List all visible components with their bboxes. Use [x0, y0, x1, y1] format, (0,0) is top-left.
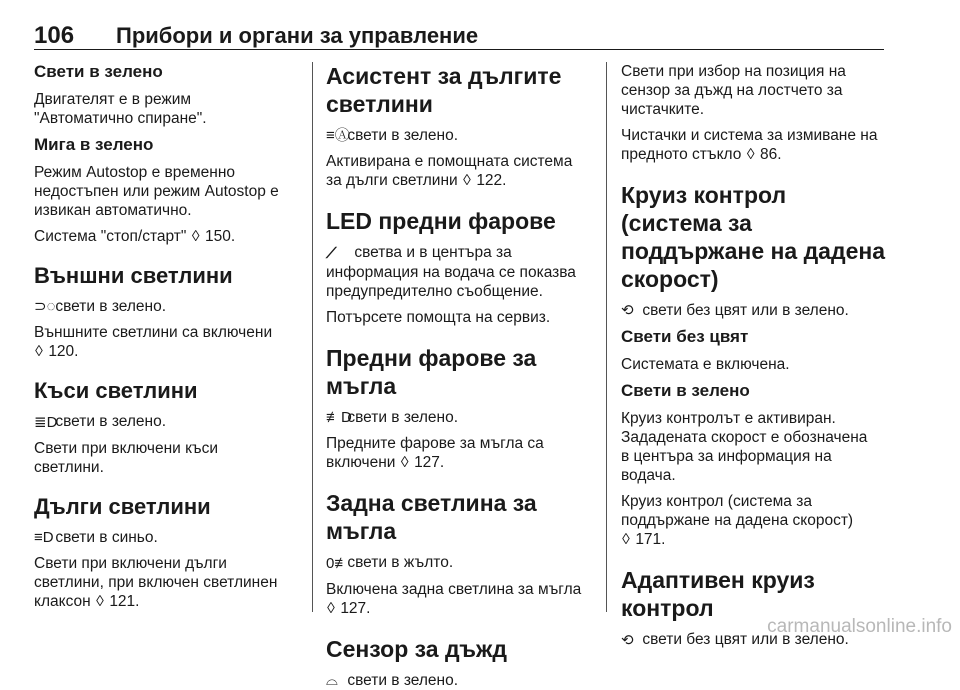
ext-lights-text: Външните светлини са включени ◊ 120. — [34, 324, 273, 361]
page-ref-icon: ◊ — [96, 593, 104, 611]
led-headlight-icon: ⟋ — [326, 244, 337, 262]
heading-blinking: Мига в зелено — [34, 135, 154, 154]
header-rule — [34, 49, 884, 50]
high-beam-status: ≡D свети в синьо. — [34, 528, 158, 547]
low-beam-icon: ≣D — [34, 413, 58, 431]
heading-front-fog: Предни фарове за мъгла — [326, 344, 537, 399]
watermark: carmanualsonline.info — [767, 616, 952, 637]
running-title: Прибори и органи за управление — [116, 23, 479, 48]
heading-high-beam-assist: Асистент за дългите светлини — [326, 63, 562, 117]
page-ref-icon: ◊ — [35, 343, 43, 361]
column-divider — [312, 62, 313, 612]
text-stop-start-ref: Система "стоп/старт" ◊ 150. — [34, 228, 236, 245]
cruise-status: ⟲ свети без цвят или в зелено. — [621, 302, 849, 320]
page-number: 106 — [34, 22, 75, 49]
green-text: Круиз контролът е активиран. Зададената скорост е обозначена в центъра за информация на водача. — [621, 410, 868, 485]
high-beam-text: Свети при включени дълги светлини, при включен светлинен клаксон ◊ 121. — [34, 555, 278, 611]
heading-adaptive-cruise: Адаптивен круиз контрол — [621, 567, 815, 622]
low-beam-status: ≣D свети в зелено. — [34, 413, 167, 431]
page-ref-icon: ◊ — [746, 146, 755, 163]
text-autostop-unavailable: Режим Autostop е временно недостъпен или режим Autostop е извикан автоматично. — [34, 164, 279, 219]
cruise-ref: Круиз контрол (система за поддържане на дадена скорост) ◊ 171. — [621, 493, 854, 549]
rear-fog-icon: 0≢ — [326, 554, 350, 572]
heading-green: Свети в зелено — [34, 62, 163, 81]
page-ref-icon: ◊ — [191, 228, 200, 245]
page-header — [34, 22, 884, 50]
rain-sensor-icon: ⌓ — [326, 672, 338, 690]
heading-led-headlights: LED предни фарове — [326, 208, 556, 235]
heading-no-color: Свети без цвят — [621, 327, 749, 347]
page-ref-icon: ◊ — [327, 599, 335, 617]
front-fog-status: ≢D свети в зелено. — [326, 408, 459, 427]
assist-text: Активирана е помощната система за дълги светлини ◊ 122. — [326, 153, 573, 190]
text-autostop-status: Двигателят е в режим "Автоматично спиране". — [34, 91, 207, 127]
low-beam-text: Свети при включени къси светлини. — [34, 439, 219, 476]
page-ref-icon: ◊ — [400, 454, 409, 472]
led-text: ⟋ светва и в центъра за информация на водача се показва предупредително съобщение. — [326, 244, 576, 300]
rain-sensor-text: Свети при избор на позиция на сензор за дъжд на лостчето за чистачките. — [621, 63, 846, 118]
heading-rear-fog: Задна светлина за мъгла — [326, 490, 537, 545]
rear-fog-text: Включена задна светлина за мъгла ◊ 127. — [326, 580, 582, 617]
rain-sensor-status: ⌓ свети в зелено. — [326, 671, 459, 690]
exterior-lights-icon: ⊃◌ — [34, 298, 56, 316]
assist-status: ≡Ⓐ свети в зелено. — [326, 127, 459, 145]
adaptive-status: ⟲ свети без цвят или в зелено. — [621, 631, 849, 649]
no-color-text: Системата е включена. — [621, 356, 790, 374]
page-ref-icon: ◊ — [622, 531, 630, 549]
heading-cruise-control: Круиз контрол (система за поддържане на дадена скорост) — [621, 182, 886, 292]
column-1 — [34, 62, 300, 642]
wipers-ref: Чистачки и система за измиване на предното стъкло ◊ 86. — [621, 127, 878, 163]
led-service-text: Потърсете помощта на сервиз. — [326, 308, 551, 326]
heading-exterior-lights: Външни светлини — [34, 263, 233, 288]
heading-green: Свети в зелено — [621, 381, 750, 401]
column-2 — [326, 62, 592, 690]
ext-lights-status: ⊃◌ свети в зелено. — [34, 298, 167, 316]
high-beam-icon: ≡D — [34, 529, 54, 547]
rear-fog-status: 0≢ свети в жълто. — [326, 554, 454, 572]
heading-rain-sensor: Сензор за дъжд — [326, 635, 507, 662]
column-3 — [621, 62, 887, 649]
page-ref-icon: ◊ — [463, 172, 471, 190]
front-fog-text: Предните фарове за мъгла са включени ◊ 127. — [326, 435, 544, 472]
cruise-control-icon: ⟲ — [621, 302, 634, 320]
high-beam-assist-icon: ≡Ⓐ — [326, 127, 350, 145]
heading-high-beam: Дълги светлини — [34, 493, 211, 519]
adaptive-cruise-icon: ⟲ — [621, 631, 634, 649]
front-fog-icon: ≢D — [326, 409, 352, 427]
column-divider — [606, 62, 607, 612]
heading-low-beam: Къси светлини — [34, 378, 198, 404]
